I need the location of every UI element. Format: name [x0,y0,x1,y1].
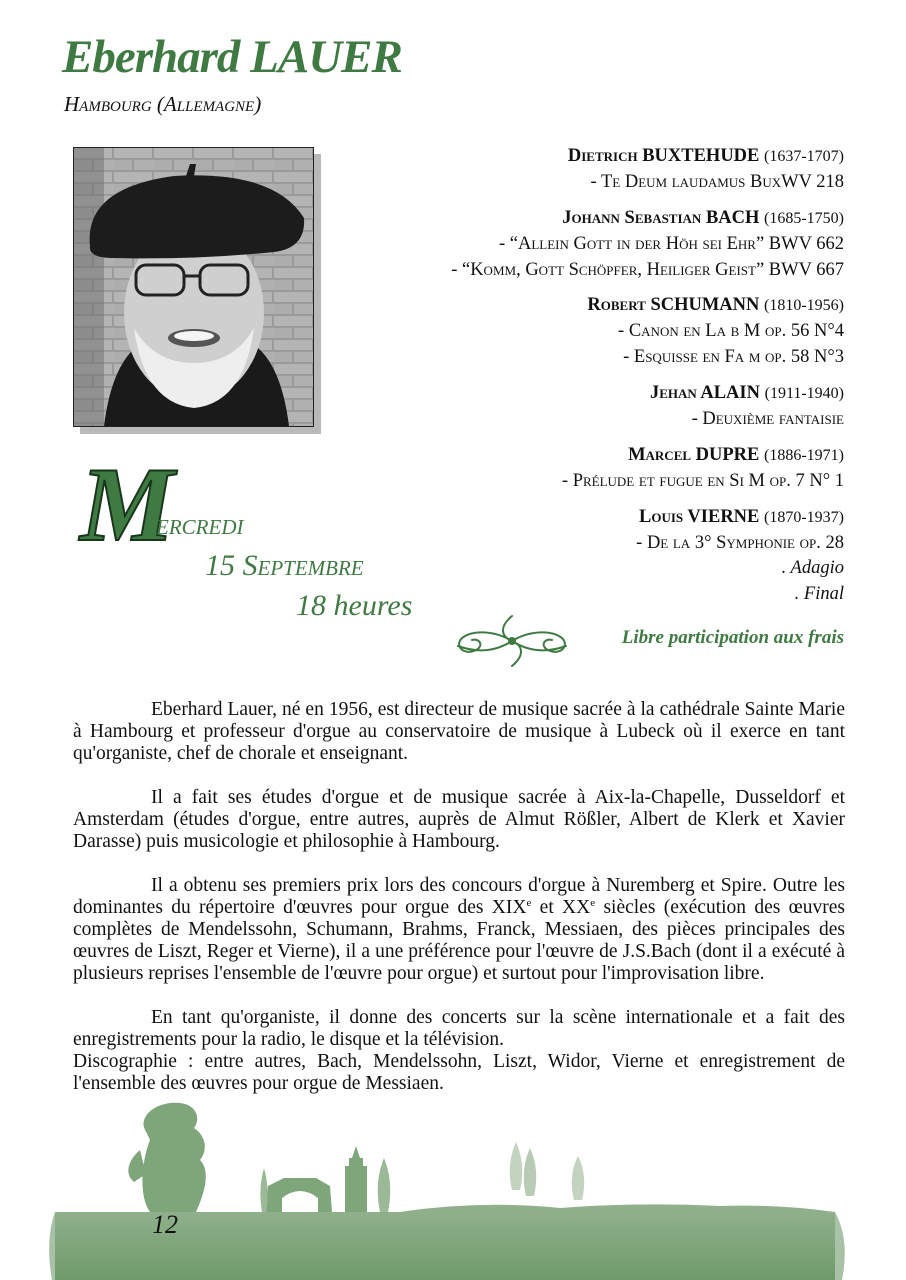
day-initial: M [80,446,175,563]
superscript: e [526,897,532,909]
work-title: - Deuxième fantaisie [691,409,844,430]
performer-origin: Hambourg (Allemagne) [64,92,262,116]
bio-paragraph [73,875,845,985]
bio-paragraph [73,787,845,853]
composer-name: Johann Sebastian BACH [562,207,760,228]
composer-entry [324,144,844,196]
bio-paragraph [73,1051,845,1095]
superscript: e [590,897,596,909]
biography [73,699,845,1117]
work-title: - “Komm, Gott Schöpfer, Heiliger Geist” BWV 667 [451,259,844,280]
footer-landscape-icon [0,1090,906,1280]
composer-dates: (1810-1956) [764,297,844,315]
movement-title: . Final [794,584,844,605]
composer-entry [324,206,844,284]
bio-paragraph [73,699,845,765]
composer-dates: (1870-1937) [764,508,844,526]
bio-text: En tant qu'organiste, il donne des concerts sur la scène internationale et a fait des enregistrements pour la radio, le disque et la télévision. [73,1007,845,1050]
bio-text: Il a obtenu ses premiers prix lors des concours d'orgue à Nuremberg et Spire. Outre les dominantes du répertoire d'œuvres pour orgue des XIX [73,875,845,918]
concert-program [324,144,844,608]
movement-title: . Adagio [781,558,844,579]
event-time: 18 heures [296,589,413,622]
composer-dates: (1685-1750) [764,209,844,227]
composer-name: Robert SCHUMANN [587,295,760,316]
composer-dates: (1637-1707) [764,148,844,165]
page-number: 12 [152,1210,178,1239]
composer-name: Marcel DUPRE [628,444,760,465]
bio-text: et XX [531,897,591,918]
work-title: - Prélude et fugue en Si M op. 7 N° 1 [561,470,844,491]
work-title: - “Allein Gott in der Höh sei Ehr” BWV 662 [498,233,844,254]
work-title: - De la 3° Symphonie op. 28 [636,532,844,553]
bio-text: Il a fait ses études d'orgue et de musique sacrée à Aix-la-Chapelle, Dusseldorf et Amsterdam (études d'orgue, entre autres, auprès de Almut Rößler, Albert de Klerk et Xavier Darasse) puis musicologie et philosophie à Hambourg. [73,787,845,852]
event-day: ercredi [156,508,244,541]
work-title: - Esquisse en Fa m op. 58 N°3 [623,347,844,368]
composer-name: Louis VIERNE [639,506,760,527]
work-title: - Te Deum laudamus BuxWV 218 [590,171,844,192]
participation-note: Libre participation aux frais [621,627,844,648]
work-title: - Canon en La b M op. 56 N°4 [618,321,844,342]
bio-text: Eberhard Lauer, né en 1956, est directeur de musique sacrée à la cathédrale Sainte Marie à Hambourg et professeur d'orgue au conservatoire de musique à Lubeck où il exerce en tant qu'organiste, chef de chorale et enseignant. [73,699,845,764]
performer-photo [73,147,314,427]
bio-text: siècles (exécution des œuvres complètes de Mendelssohn, Schumann, Brahms, Franck, Messiaen, des pièces principales des œuvres de Liszt, Reger et Vierne), il a une préférence pour l'œuvre de J.S.Bach (dont il a exécuté à plusieurs reprises l'ensemble de l'œuvre pour orgue) et surtout pour l'improvisation libre. [73,897,845,984]
composer-name: Dietrich BUXTEHUDE [567,146,760,166]
composer-entry [324,381,844,433]
composer-entry [324,443,844,495]
flourish-ornament-icon [450,612,574,670]
portrait-photo-icon [74,148,313,426]
composer-dates: (1911-1940) [764,385,844,403]
composer-name: Jehan ALAIN [649,383,760,404]
bio-text: Discographie : entre autres, Bach, Mendelssohn, Liszt, Widor, Vierne et enregistrement de l'ensemble des œuvres pour orgue de Messiaen. [73,1051,845,1094]
composer-dates: (1886-1971) [764,446,844,464]
event-date: 15 Septembre [205,549,364,582]
composer-entry [324,293,844,371]
performer-name: Eberhard LAUER [62,31,402,83]
bio-paragraph [73,1007,845,1051]
